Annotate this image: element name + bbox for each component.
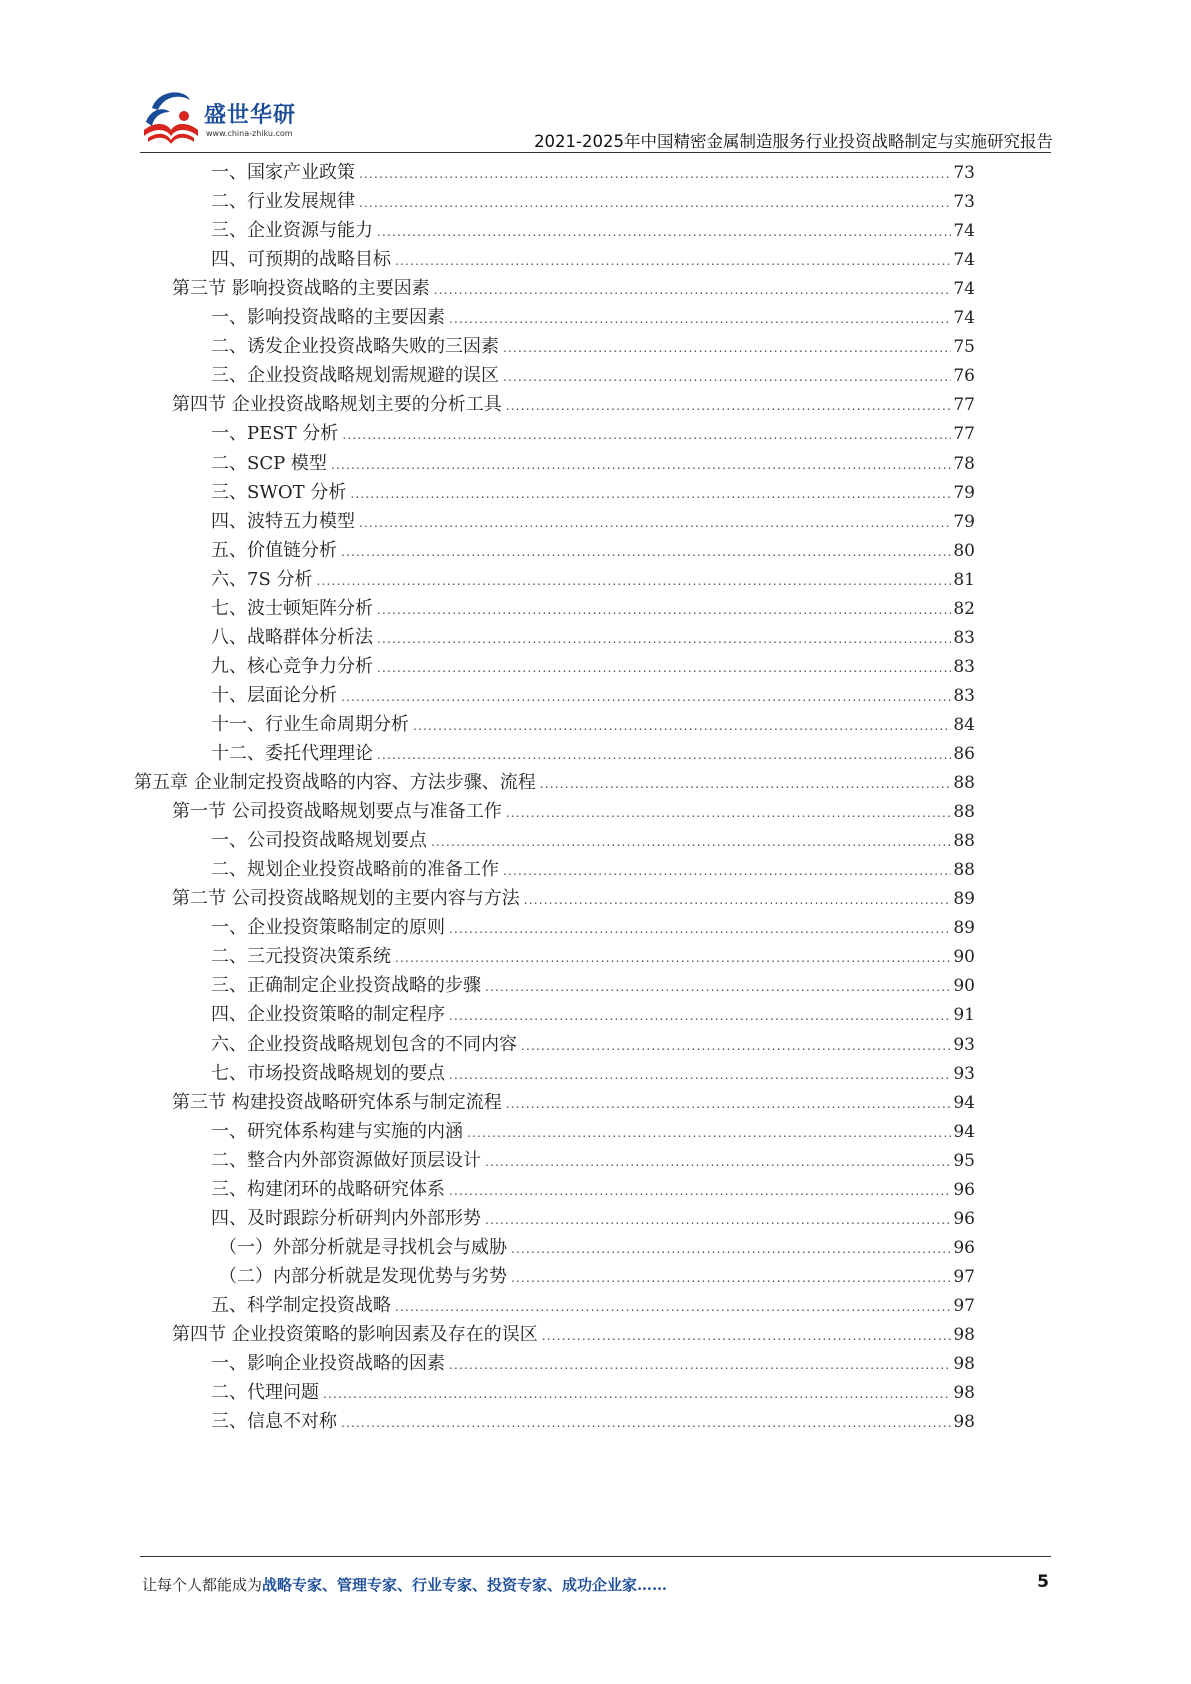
toc-entry[interactable] <box>211 942 975 972</box>
toc-entry-page: 79 <box>953 511 975 532</box>
toc-dot-leader <box>506 1089 952 1119</box>
toc-dot-leader <box>511 1234 951 1264</box>
toc-entry[interactable] <box>172 884 975 914</box>
toc-entry-page: 73 <box>953 163 975 183</box>
toc-entry[interactable] <box>211 303 975 333</box>
toc-entry-page: 94 <box>953 1121 975 1142</box>
toc-entry[interactable] <box>211 361 975 391</box>
toc-dot-leader <box>395 1292 951 1322</box>
toc-entry-page: 97 <box>953 1266 975 1287</box>
toc-entry-label: 第四节 企业投资策略的影响因素及存在的误区 <box>172 1324 538 1345</box>
toc-entry-page: 89 <box>953 918 975 939</box>
toc-dot-leader <box>506 391 952 421</box>
toc-entry[interactable] <box>211 565 975 595</box>
toc-entry[interactable] <box>211 507 975 537</box>
toc-entry-page: 98 <box>953 1412 975 1433</box>
toc-entry-label: 第五章 企业制定投资战略的内容、方法步骤、流程 <box>134 772 536 794</box>
toc-entry-page: 82 <box>953 598 975 619</box>
toc-entry-label: 一、研究体系构建与实施的内涵 <box>211 1120 463 1142</box>
toc-entry[interactable] <box>211 419 975 449</box>
toc-entry[interactable] <box>211 478 975 508</box>
toc-entry-page: 98 <box>953 1325 975 1345</box>
toc-entry-label: 一、影响企业投资战略的因素 <box>211 1353 445 1375</box>
toc-entry-label: 第四节 企业投资战略规划主要的分析工具 <box>172 394 502 416</box>
toc-entry-page: 74 <box>953 250 975 271</box>
toc-dot-leader <box>395 943 951 973</box>
toc-entry-label: 一、国家产业政策 <box>211 162 355 183</box>
toc-entry-label: 十一、行业生命周期分析 <box>211 713 409 735</box>
toc-entry-label: 第三节 构建投资战略研究体系与制定流程 <box>172 1091 502 1113</box>
toc-entry-page: 88 <box>953 860 975 881</box>
toc-entry-label: 五、科学制定投资战略 <box>211 1294 391 1316</box>
toc-entry-page: 96 <box>953 1179 975 1200</box>
toc-entry-label: 一、公司投资战略规划要点 <box>211 830 427 852</box>
toc-entry-label: 四、企业投资策略的制定程序 <box>211 1004 445 1026</box>
toc-entry-page: 88 <box>953 831 975 852</box>
toc-entry[interactable] <box>211 826 975 856</box>
toc-entry-label: 三、企业资源与能力 <box>211 220 373 242</box>
toc-entry[interactable] <box>172 274 975 304</box>
toc-entry[interactable] <box>211 1059 975 1089</box>
toc-entry[interactable] <box>211 158 975 188</box>
toc-entry-label: 七、波士顿矩阵分析 <box>211 597 373 619</box>
toc-entry[interactable] <box>211 710 975 740</box>
toc-entry-label: 八、战略群体分析法 <box>211 626 373 648</box>
toc-dot-leader <box>503 333 951 363</box>
toc-entry[interactable] <box>211 1030 975 1060</box>
toc-entry[interactable] <box>211 1291 975 1321</box>
toc-entry-label: 第三节 影响投资战略的主要因素 <box>172 278 430 300</box>
toc-entry[interactable] <box>211 594 975 624</box>
toc-dot-leader <box>377 595 951 625</box>
footer-slogan <box>142 1574 667 1595</box>
toc-entry[interactable] <box>211 1175 975 1205</box>
toc-entry[interactable] <box>211 971 975 1001</box>
toc-entry-page: 97 <box>953 1295 975 1316</box>
toc-entry[interactable] <box>211 245 975 275</box>
toc-entry[interactable] <box>211 855 975 885</box>
toc-dot-leader <box>449 1060 951 1090</box>
toc-entry-page: 74 <box>953 308 975 329</box>
toc-entry-page: 90 <box>953 976 975 997</box>
toc-dot-leader <box>449 304 951 334</box>
toc-entry-label: 一、企业投资策略制定的原则 <box>211 917 445 939</box>
toc-entry-page: 75 <box>953 337 975 358</box>
toc-dot-leader <box>511 1263 951 1293</box>
toc-entry[interactable] <box>211 1146 975 1176</box>
toc-dot-leader <box>331 450 951 480</box>
toc-entry-label: 六、企业投资战略规划包含的不同内容 <box>211 1033 517 1055</box>
toc-entry-label: 六、7S 分析 <box>211 568 313 590</box>
toc-dot-leader <box>323 1379 951 1409</box>
toc-entry[interactable] <box>211 536 975 566</box>
toc-entry-page: 95 <box>953 1150 975 1171</box>
toc-entry-page: 77 <box>953 424 975 445</box>
toc-entry-label: 四、波特五力模型 <box>211 510 355 532</box>
toc-entry[interactable] <box>219 1233 975 1263</box>
header-divider <box>140 152 1051 153</box>
toc-entry-label: 二、三元投资决策系统 <box>211 946 391 968</box>
toc-dot-leader <box>449 1176 951 1206</box>
toc-entry-label: 二、规划企业投资战略前的准备工作 <box>211 859 499 881</box>
toc-entry[interactable] <box>211 623 975 653</box>
toc-entry-label: 一、影响投资战略的主要因素 <box>211 307 445 329</box>
toc-entry-label: 第二节 公司投资战略规划的主要内容与方法 <box>172 888 520 910</box>
toc-entry[interactable] <box>211 187 975 217</box>
slogan-prefix: 让每个人都能成为 <box>142 1576 263 1594</box>
toc-dot-leader <box>467 1118 951 1148</box>
toc-entry[interactable] <box>134 768 975 798</box>
toc-dot-leader <box>431 827 951 857</box>
logo-emblem-icon <box>140 86 202 146</box>
toc-dot-leader <box>449 1350 951 1380</box>
toc-entry-label: 三、构建闭环的战略研究体系 <box>211 1178 445 1200</box>
toc-entry[interactable] <box>211 332 975 362</box>
toc-dot-leader <box>359 508 951 538</box>
toc-entry-label: 四、可预期的战略目标 <box>211 249 391 271</box>
toc-entry-page: 78 <box>953 453 975 474</box>
toc-entry[interactable] <box>211 652 975 682</box>
toc-entry-page: 88 <box>953 802 975 823</box>
toc-entry-page: 83 <box>953 685 975 706</box>
toc-dot-leader <box>485 1147 951 1177</box>
toc-entry-page: 81 <box>953 569 975 590</box>
page-number: 5 <box>1037 1572 1049 1592</box>
toc-dot-leader <box>540 769 952 799</box>
toc-entry-label: 二、整合内外部资源做好顶层设计 <box>211 1149 481 1171</box>
toc-entry[interactable] <box>219 1262 975 1292</box>
toc-dot-leader <box>413 711 951 741</box>
toc-entry-label: 一、PEST 分析 <box>211 423 339 445</box>
toc-dot-leader <box>342 420 951 450</box>
toc-dot-leader <box>449 1001 951 1031</box>
toc-entry-label: 三、信息不对称 <box>211 1411 337 1433</box>
toc-dot-leader <box>341 537 951 567</box>
toc-dot-leader <box>341 682 951 712</box>
toc-entry[interactable] <box>211 1378 975 1408</box>
toc-dot-leader <box>485 972 951 1002</box>
toc-dot-leader <box>503 856 951 886</box>
toc-dot-leader <box>395 246 951 276</box>
toc-entry-page: 77 <box>953 395 975 416</box>
toc-dot-leader <box>350 479 951 509</box>
toc-entry-label: 二、诱发企业投资战略失败的三因素 <box>211 336 499 358</box>
toc-entry-label: 五、价值链分析 <box>211 539 337 561</box>
toc-entry-label: 十、层面论分析 <box>211 684 337 706</box>
toc-dot-leader <box>377 624 951 654</box>
toc-dot-leader <box>521 1031 951 1061</box>
toc-entry-page: 83 <box>953 627 975 648</box>
toc-entry-label: 十二、委托代理理论 <box>211 743 373 764</box>
toc-entry-page: 96 <box>953 1237 975 1258</box>
toc-entry-page: 93 <box>953 1034 975 1055</box>
toc-entry[interactable] <box>211 913 975 943</box>
footer-divider <box>140 1556 1051 1557</box>
toc-entry[interactable] <box>172 390 975 420</box>
toc-entry-label: 三、企业投资战略规划需规避的误区 <box>211 365 499 387</box>
toc-entry-page: 76 <box>953 366 975 387</box>
logo-url: www.china-zhiku.com <box>206 129 293 138</box>
toc-entry-label: 四、及时跟踪分析研判内外部形势 <box>211 1207 481 1229</box>
toc-entry-page: 88 <box>953 773 975 794</box>
toc-entry-page: 91 <box>953 1005 975 1026</box>
toc-entry-label: 九、核心竞争力分析 <box>211 655 373 677</box>
toc-dot-leader <box>506 798 952 828</box>
toc-entry[interactable] <box>211 739 975 769</box>
toc-dot-leader <box>449 914 951 944</box>
toc-entry-label: 第一节 公司投资战略规划要点与准备工作 <box>172 801 502 823</box>
toc-dot-leader <box>377 217 951 247</box>
toc-dot-leader <box>542 1321 952 1351</box>
toc-dot-leader <box>503 362 951 392</box>
toc-entry-label: 二、行业发展规律 <box>211 191 355 213</box>
toc-entry-page: 98 <box>953 1383 975 1404</box>
toc-entry-page: 94 <box>953 1092 975 1113</box>
toc-entry-page: 80 <box>953 540 975 561</box>
company-logo <box>140 86 320 152</box>
toc-entry[interactable] <box>211 1117 975 1147</box>
toc-entry-label: 三、SWOT 分析 <box>211 481 347 503</box>
toc-entry-page: 98 <box>953 1354 975 1375</box>
toc-entry-label: （二）内部分析就是发现优势与劣势 <box>219 1265 507 1287</box>
toc-entry-page: 93 <box>953 1063 975 1084</box>
toc-dot-leader <box>377 653 951 683</box>
toc-dot-leader <box>359 188 951 218</box>
toc-entry-page: 86 <box>953 744 975 764</box>
toc-entry-page: 90 <box>953 947 975 968</box>
toc-dot-leader <box>359 159 951 189</box>
toc-entry-page: 74 <box>953 279 975 300</box>
toc-dot-leader <box>377 740 951 770</box>
toc-dot-leader <box>317 566 952 596</box>
toc-entry[interactable] <box>211 1407 975 1437</box>
toc-entry-label: 七、市场投资战略规划的要点 <box>211 1062 445 1084</box>
toc-entry-page: 79 <box>953 482 975 503</box>
slogan-highlight: 战略专家、管理专家、行业专家、投资专家、成功企业家…… <box>262 1576 668 1594</box>
toc-entry-page: 89 <box>953 889 975 910</box>
toc-dot-leader <box>485 1205 951 1235</box>
toc-entry[interactable] <box>211 1000 975 1030</box>
toc-entry-page: 96 <box>953 1208 975 1229</box>
toc-entry[interactable] <box>172 1320 975 1350</box>
toc-dot-leader <box>341 1408 951 1438</box>
toc-dot-leader <box>434 275 952 305</box>
logo-name: 盛世华研 <box>204 103 297 128</box>
toc-entry[interactable] <box>211 1204 975 1234</box>
toc-entry[interactable] <box>172 797 975 827</box>
toc-entry-page: 84 <box>953 714 975 735</box>
toc-entry-label: 二、代理问题 <box>211 1382 319 1404</box>
toc-entry[interactable] <box>172 1088 975 1118</box>
toc-entry[interactable] <box>211 449 975 479</box>
toc-dot-leader <box>524 885 952 915</box>
document-title: 2021-2025年中国精密金属制造服务行业投资战略制定与实施研究报告 <box>534 132 1053 151</box>
toc-entry-label: 二、SCP 模型 <box>211 452 327 474</box>
toc-entry-page: 74 <box>953 221 975 242</box>
toc-entry-page: 83 <box>953 656 975 677</box>
toc-entry-label: （一）外部分析就是寻找机会与威胁 <box>219 1236 507 1258</box>
toc-entry-page: 73 <box>953 192 975 213</box>
toc-entry[interactable] <box>211 216 975 246</box>
toc-entry[interactable] <box>211 1349 975 1379</box>
toc-entry[interactable] <box>211 681 975 711</box>
toc-entry-label: 三、正确制定企业投资战略的步骤 <box>211 975 481 997</box>
